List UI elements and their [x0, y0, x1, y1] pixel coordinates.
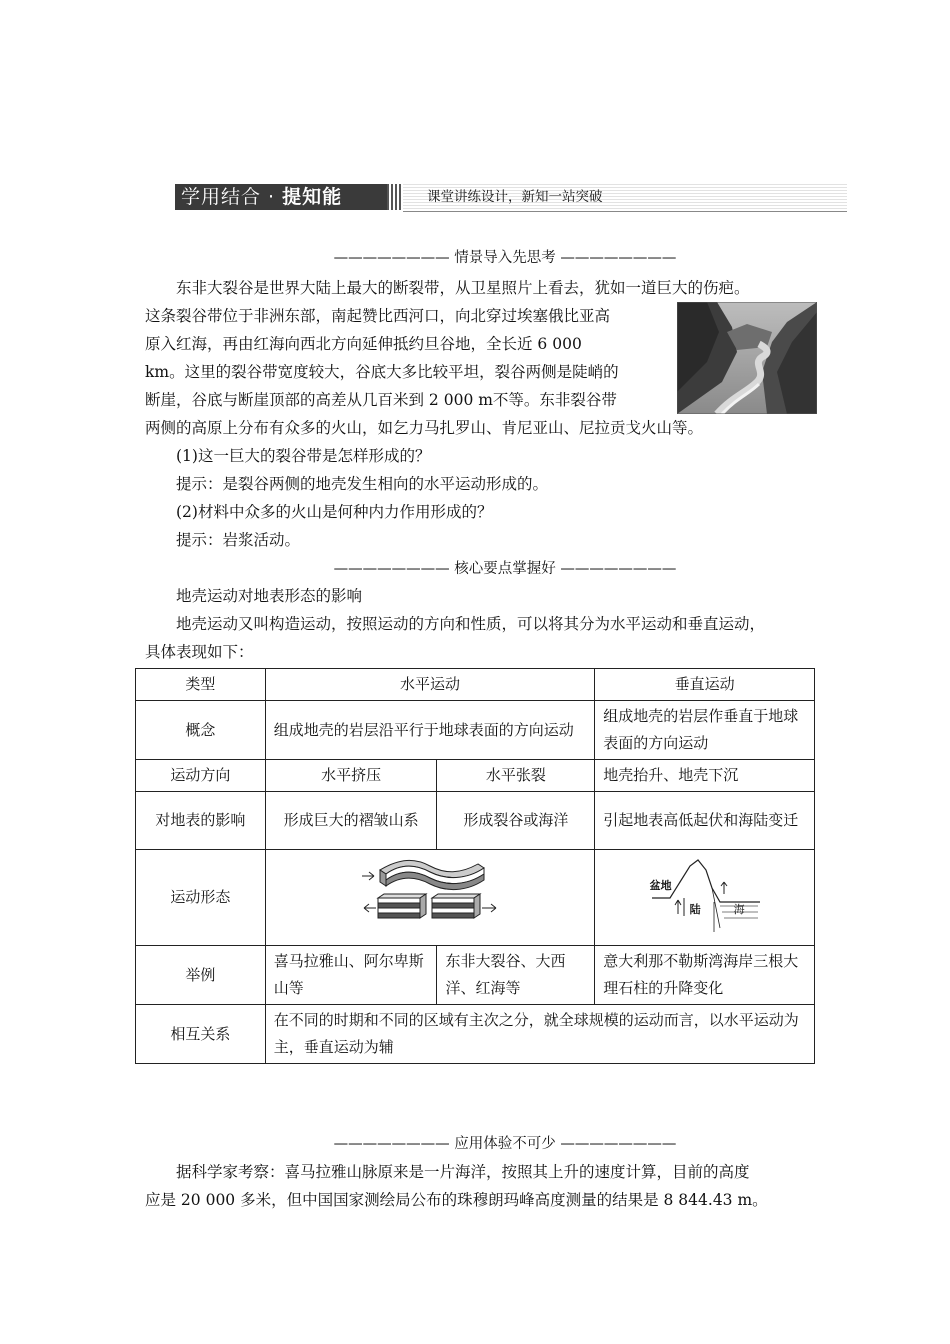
cell-form-vertical — [595, 850, 815, 946]
cell-concept-horizontal: 组成地壳的岩层沿平行于地球表面的方向运动 — [265, 701, 595, 760]
cell-example-compression: 喜马拉雅山、阿尔卑斯山等 — [265, 946, 437, 1005]
section-heading-apply: ———————— 应用体验不可少 ———————— — [333, 1136, 677, 1152]
row-label-relation: 相互关系 — [136, 1005, 266, 1064]
paragraph-line: 断崖，谷底与断崖顶部的高差从几百米到 2 000 m不等。东非裂谷带 — [145, 391, 617, 409]
cell-example-tension: 东非大裂谷、大西洋、红海等 — [437, 946, 595, 1005]
cell-concept-vertical: 组成地壳的岩层作垂直于地球表面的方向运动 — [595, 701, 815, 760]
row-label-form: 运动形态 — [136, 850, 266, 946]
cell-form-horizontal — [265, 850, 595, 946]
cell-direction-vertical: 地壳抬升、地壳下沉 — [595, 760, 815, 792]
header-cell-horizontal: 水平运动 — [265, 669, 595, 701]
horizontal-movement-diagram — [360, 852, 500, 934]
question-line: (2)材料中众多的火山是何种内力作用形成的？ — [176, 503, 493, 521]
cell-effect-vertical: 引起地表高低起伏和海陆变迁 — [595, 792, 815, 850]
paragraph-line: 地壳运动又叫构造运动，按照运动的方向和性质，可以将其分为水平运动和垂直运动， — [176, 615, 766, 633]
banner-underline — [403, 211, 847, 212]
crustal-movement-table — [135, 668, 815, 1064]
banner-title-main: 学用结合 · — [181, 186, 283, 208]
paragraph-line: 应是 20 000 多米，但中国国家测绘局公布的珠穆朗玛峰高度测量的结果是 8 844.43 m。 — [145, 1191, 768, 1209]
cell-direction-tension: 水平张裂 — [437, 760, 595, 792]
cell-effect-tension: 形成裂谷或海洋 — [437, 792, 595, 850]
row-label-effect: 对地表的影响 — [136, 792, 266, 850]
header-cell-type: 类型 — [136, 669, 266, 701]
cell-effect-compression: 形成巨大的褶皱山系 — [265, 792, 437, 850]
header-cell-vertical: 垂直运动 — [595, 669, 815, 701]
table-row — [136, 669, 815, 701]
section-heading-core: ———————— 核心要点掌握好 ———————— — [333, 561, 677, 577]
paragraph-line: km。这里的裂谷带宽度较大，谷底大多比较平坦，裂谷两侧是陡峭的 — [145, 363, 619, 381]
paragraph-line: 东非大裂谷是世界大陆上最大的断裂带，从卫星照片上看去，犹如一道巨大的伤疤。 — [176, 279, 750, 297]
paragraph-line: 原入红海，再由红海向西北方向延伸抵约旦谷地，全长近 6 000 — [145, 335, 582, 353]
cell-direction-compression: 水平挤压 — [265, 760, 437, 792]
rift-valley-photo — [677, 302, 817, 414]
section-heading-intro: ———————— 情景导入先思考 ———————— — [333, 250, 677, 266]
question-line: (1)这一巨大的裂谷带是怎样形成的？ — [176, 447, 431, 465]
cell-example-vertical: 意大利那不勒斯湾海岸三根大理石柱的升降变化 — [595, 946, 815, 1005]
banner-subtitle-bar — [403, 184, 847, 210]
label-basin: 盆地 — [649, 878, 672, 892]
label-land: 陆 — [689, 902, 701, 916]
vertical-movement-diagram — [650, 858, 760, 938]
table-row — [136, 850, 815, 946]
table-row — [136, 792, 815, 850]
subtopic-title: 地壳运动对地表形态的影响 — [176, 587, 363, 605]
cell-relation: 在不同的时期和不同的区域有主次之分，就全球规模的运动而言，以水平运动为主，垂直运动为辅 — [265, 1005, 814, 1064]
label-sea: 海 — [733, 902, 745, 916]
table-row — [136, 1005, 815, 1064]
row-label-example: 举例 — [136, 946, 266, 1005]
paragraph-line: 两侧的高原上分布有众多的火山，如乞力马扎罗山、肯尼亚山、尼拉贡戈火山等。 — [145, 419, 704, 437]
table-row — [136, 701, 815, 760]
banner-title — [175, 184, 387, 210]
banner-title-emph: 提知能 — [282, 186, 343, 208]
hint-line: 提示：岩浆活动。 — [176, 531, 301, 549]
paragraph-line: 这条裂谷带位于非洲东部，南起赞比西河口，向北穿过埃塞俄比亚高 — [145, 307, 611, 325]
row-label-direction: 运动方向 — [136, 760, 266, 792]
table-row — [136, 946, 815, 1005]
banner-subtitle: 课堂讲练设计，新知一站突破 — [427, 189, 603, 205]
table-row — [136, 760, 815, 792]
hint-line: 提示：是裂谷两侧的地壳发生相向的水平运动形成的。 — [176, 475, 549, 493]
paragraph-line: 据科学家考察：喜马拉雅山脉原来是一片海洋，按照其上升的速度计算，目前的高度 — [176, 1163, 750, 1181]
banner-stripe — [387, 184, 403, 210]
section-banner — [175, 182, 847, 212]
paragraph-line: 具体表现如下： — [145, 643, 254, 661]
row-label-concept: 概念 — [136, 701, 266, 760]
